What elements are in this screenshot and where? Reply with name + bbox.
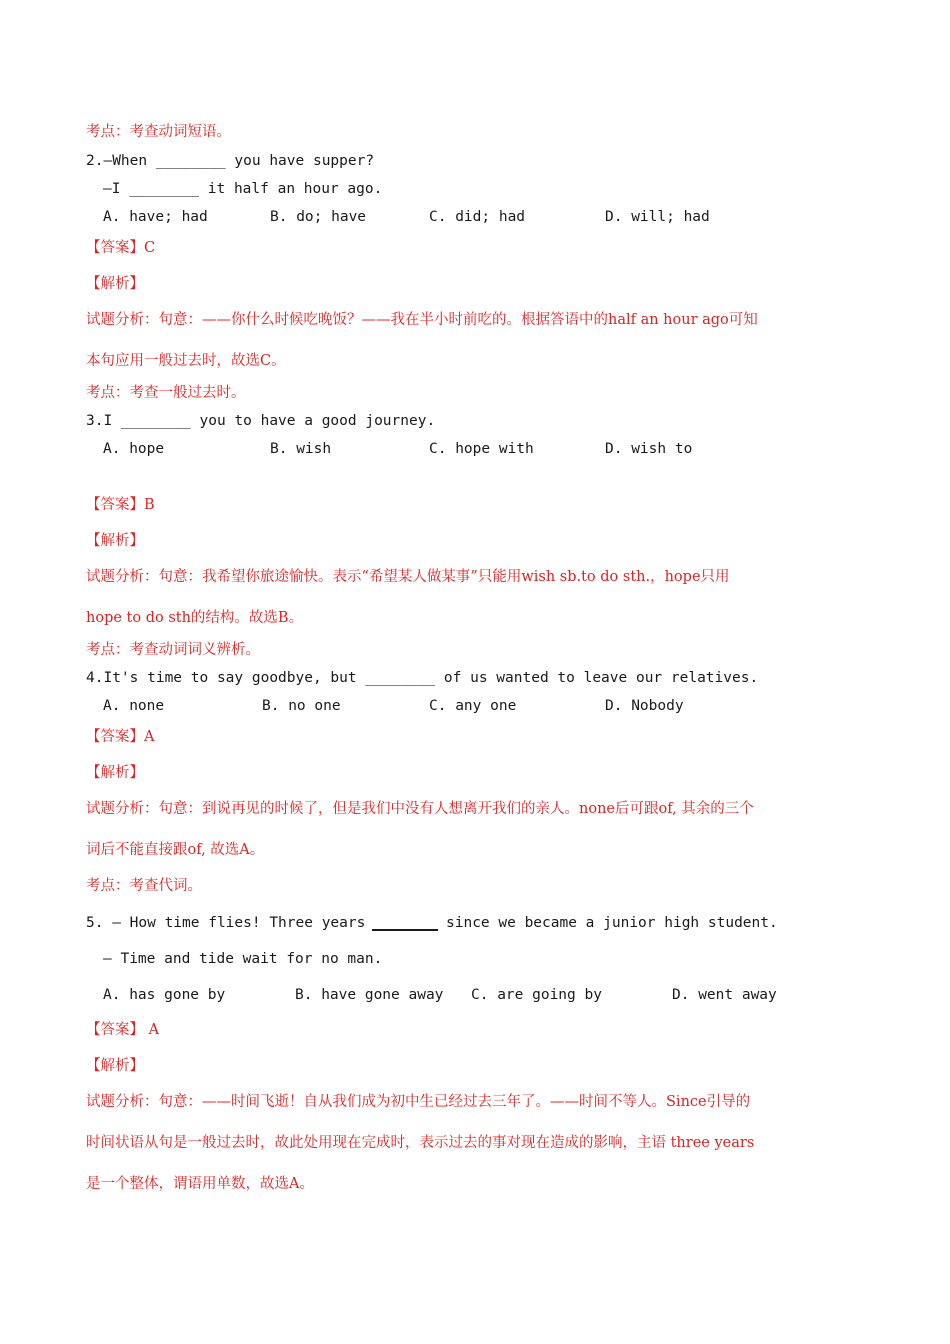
q3-answer: 【答案】B <box>86 497 155 513</box>
q3-kaodian: 考点：考查动词词义辨析。 <box>86 642 260 658</box>
q2-jiexi: 【解析】 <box>86 276 144 292</box>
q2-stem-reply: —I ________ it half an hour ago. <box>103 181 383 197</box>
q5-stem-reply: — Time and tide wait for no man. <box>103 951 383 967</box>
q2-option-c: C. did; had <box>429 209 526 225</box>
kaodian-q1: 考点：考查动词短语。 <box>86 124 231 140</box>
q4-stem: 4.It's time to say goodbye, but ________ of us wanted to leave our relatives. <box>86 670 759 686</box>
q4-answer: 【答案】A <box>86 729 155 745</box>
q5-jiexi: 【解析】 <box>86 1058 144 1074</box>
q5-answer: 【答案】 A <box>86 1022 160 1038</box>
q5-stem-part1: 5. — How time flies! Three years <box>86 915 366 931</box>
q5-option-c: C. are going by <box>471 987 602 1003</box>
q4-option-d: D. Nobody <box>605 698 684 714</box>
q4-option-b: B. no one <box>262 698 341 714</box>
q2-answer: 【答案】C <box>86 240 156 256</box>
q2-option-a: A. have; had <box>103 209 208 225</box>
q3-option-d: D. wish to <box>605 441 693 457</box>
q5-option-d: D. went away <box>672 987 777 1003</box>
q3-option-b: B. wish <box>270 441 332 457</box>
q5-option-a: A. has gone by <box>103 987 226 1003</box>
q5-analysis-line3: 是一个整体，谓语用单数，故选A。 <box>86 1176 314 1192</box>
q2-option-d: D. will; had <box>605 209 710 225</box>
q2-analysis-line1: 试题分析：句意：——你什么时候吃晚饭？——我在半小时前吃的。根据答语中的half an hour ago可知 <box>86 312 758 328</box>
q2-analysis-line2: 本句应用一般过去时，故选C。 <box>86 353 286 369</box>
q3-option-a: A. hope <box>103 441 165 457</box>
q5-option-b: B. have gone away <box>295 987 444 1003</box>
q4-analysis-line1: 试题分析：句意：到说再见的时候了，但是我们中没有人想离开我们的亲人。none后可跟of, 其余的三个 <box>86 801 754 817</box>
q4-option-a: A. none <box>103 698 165 714</box>
q5-analysis-line2: 时间状语从句是一般过去时，故此处用现在完成时，表示过去的事对现在造成的影响，主语 three years <box>86 1135 755 1151</box>
q3-stem: 3.I ________ you to have a good journey. <box>86 413 436 429</box>
q4-analysis-line2: 词后不能直接跟of, 故选A。 <box>86 842 265 858</box>
q4-kaodian: 考点：考查代词。 <box>86 878 202 894</box>
q3-jiexi: 【解析】 <box>86 533 144 549</box>
q2-option-b: B. do; have <box>270 209 367 225</box>
q4-jiexi: 【解析】 <box>86 765 144 781</box>
q5-analysis-line1: 试题分析：句意：——时间飞逝！自从我们成为初中生已经过去三年了。——时间不等人。Since引导的 <box>86 1094 751 1110</box>
q2-stem: 2.—When ________ you have supper? <box>86 153 375 169</box>
q5-blank-line <box>372 929 438 931</box>
q2-kaodian: 考点：考查一般过去时。 <box>86 385 246 401</box>
q4-option-c: C. any one <box>429 698 517 714</box>
q3-analysis-line1: 试题分析：句意：我希望你旅途愉快。表示“希望某人做某事”只能用wish sb.to do sth.，hope只用 <box>86 569 730 585</box>
q5-stem-part2: since we became a junior high student. <box>446 915 778 931</box>
q3-option-c: C. hope with <box>429 441 534 457</box>
q3-analysis-line2: hope to do sth的结构。故选B。 <box>86 610 304 626</box>
